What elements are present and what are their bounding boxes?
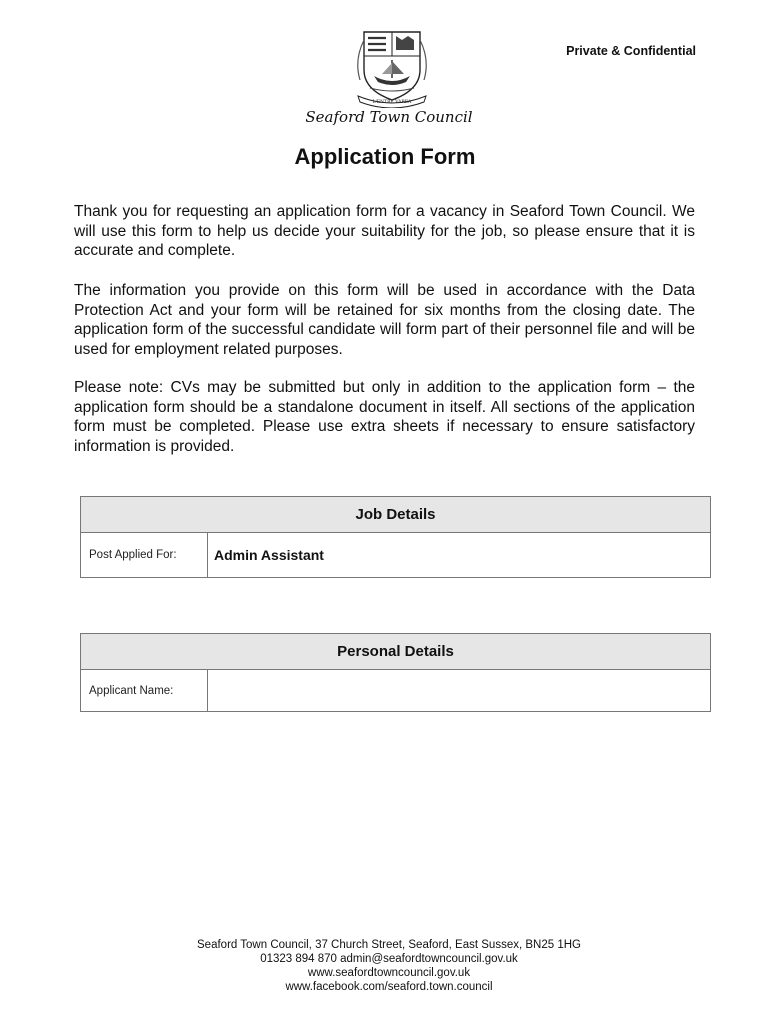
personal-details-heading: Personal Details xyxy=(81,634,711,670)
applicant-name-field[interactable] xyxy=(208,670,711,712)
cv-note-paragraph: Please note: CVs may be submitted but only in addition to the application form – the application form should be a standalone document in itself. All sections of the application form must be completed. Please use extra sheets if necessary to ensure satisfactory information is provided. xyxy=(74,379,695,455)
post-applied-label: Post Applied For: xyxy=(81,533,208,578)
applicant-name-label: Applicant Name: xyxy=(81,670,208,712)
personal-details-table xyxy=(80,633,711,712)
post-applied-field[interactable]: Admin Assistant xyxy=(208,533,711,578)
coat-of-arms-icon xyxy=(354,30,430,108)
footer-contact: 01323 894 870 admin@seafordtowncouncil.gov.uk xyxy=(260,953,518,965)
data-protection-paragraph: The information you provide on this form will be used in accordance with the Data Protection Act and your form will be retained for six months from the closing date. The application form of the successful candidate will form part of their personnel file and will be used for employment related purposes. xyxy=(74,282,695,358)
crest-motto: L'ENTRE VAREA xyxy=(372,100,412,105)
footer-facebook[interactable]: www.facebook.com/seaford.town.council xyxy=(285,981,493,993)
job-details-table xyxy=(80,496,711,578)
footer-address: Seaford Town Council, 37 Church Street, Seaford, East Sussex, BN25 1HG xyxy=(197,939,581,951)
page-title: Application Form xyxy=(294,144,476,169)
intro-paragraph: Thank you for requesting an application form for a vacancy in Seaford Town Council. We will use this form to help us decide your suitability for the job, so please ensure that it is accurate and complete. xyxy=(74,203,695,260)
footer xyxy=(0,938,770,994)
council-name: Seaford Town Council xyxy=(305,108,473,126)
footer-website[interactable]: www.seafordtowncouncil.gov.uk xyxy=(307,967,471,979)
job-details-heading: Job Details xyxy=(81,497,711,533)
confidential-label: Private & Confidential xyxy=(566,44,696,58)
